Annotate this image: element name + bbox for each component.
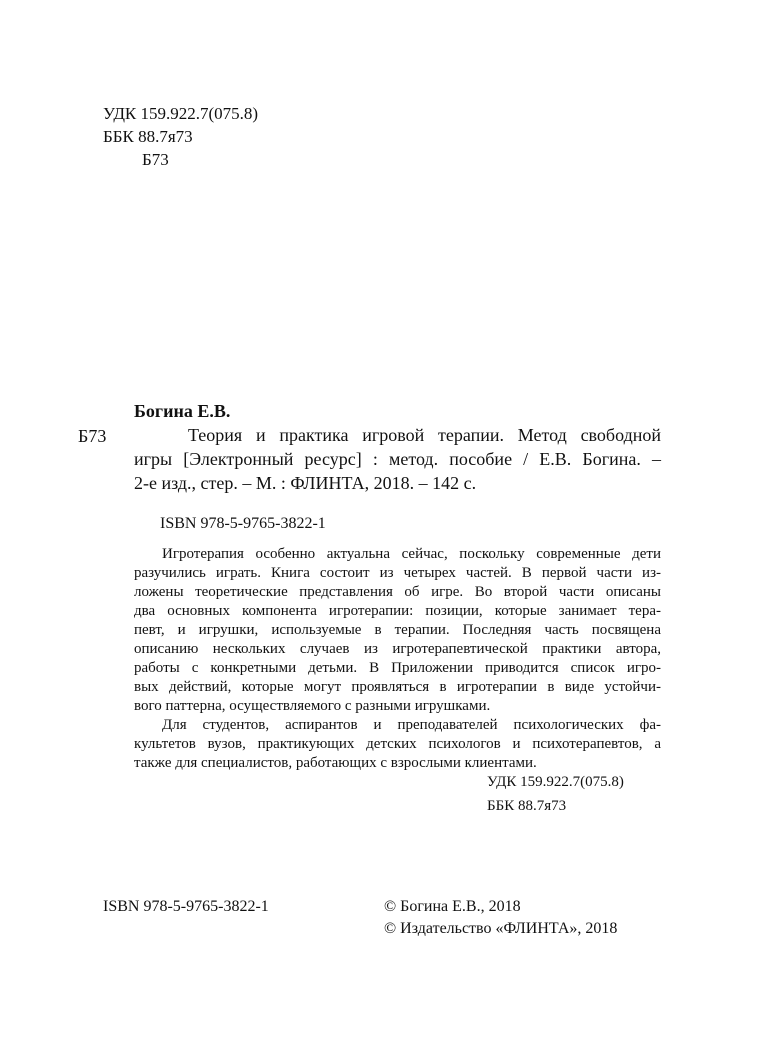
author-code-top: Б73 (142, 150, 169, 169)
abstract-line: культетов вузов, практикующих детских психологов и психотерапевтов, а (134, 736, 661, 752)
abstract-line: два основных компонента игротерапии: позиции, которые занимает тера- (134, 603, 661, 619)
abstract-line: вого паттерна, осуществляемого с разными игрушками. (134, 698, 491, 714)
abstract-line: разучились играть. Книга состоит из четырех частей. В первой части из- (134, 565, 661, 581)
abstract-line: Игротерапия особенно актуальна сейчас, поскольку современные дети (162, 546, 661, 562)
isbn-footer: ISBN 978-5-9765-3822-1 (103, 898, 269, 915)
copyright-author: © Богина Е.В., 2018 (384, 898, 521, 915)
isbn-entry: ISBN 978-5-9765-3822-1 (160, 515, 326, 532)
abstract-line: описанию нескольких случаев из игротерапевтической практики автора, (134, 641, 661, 657)
abstract-line: певт, и игрушки, используемые в терапии. Последняя часть посвящена (134, 622, 661, 638)
abstract-line: Для студентов, аспирантов и преподавателей психологических фа- (162, 717, 661, 733)
author-name: Богина Е.В. (134, 401, 231, 421)
biblio-line: Теория и практика игровой терапии. Метод свободной (188, 425, 661, 445)
udk-top: УДК 159.922.7(075.8) (103, 104, 259, 123)
biblio-line: игры [Электронный ресурс] : метод. пособие / Е.В. Богина. – (134, 449, 661, 469)
abstract-line: также для специалистов, работающих с взрослыми клиентами. (134, 755, 537, 771)
udk-bottom: УДК 159.922.7(075.8) (487, 774, 624, 790)
author-code-side: Б73 (78, 426, 107, 446)
biblio-line: 2-е изд., стер. – М. : ФЛИНТА, 2018. – 142 с. (134, 473, 477, 493)
bbk-top: ББК 88.7я73 (103, 127, 193, 146)
abstract (134, 545, 661, 773)
bbk-bottom: ББК 88.7я73 (487, 798, 567, 814)
copyright-publisher: © Издательство «ФЛИНТА», 2018 (384, 920, 618, 937)
bibliographic-description (134, 423, 661, 495)
abstract-line: работы с конкретными детьми. В Приложении приводится список игро- (134, 660, 661, 676)
abstract-line: вых действий, которые могут проявляться в игротерапии в виде устойчи- (134, 679, 661, 695)
abstract-line: ложены теоретические представления об игре. Во второй части описаны (134, 584, 661, 600)
